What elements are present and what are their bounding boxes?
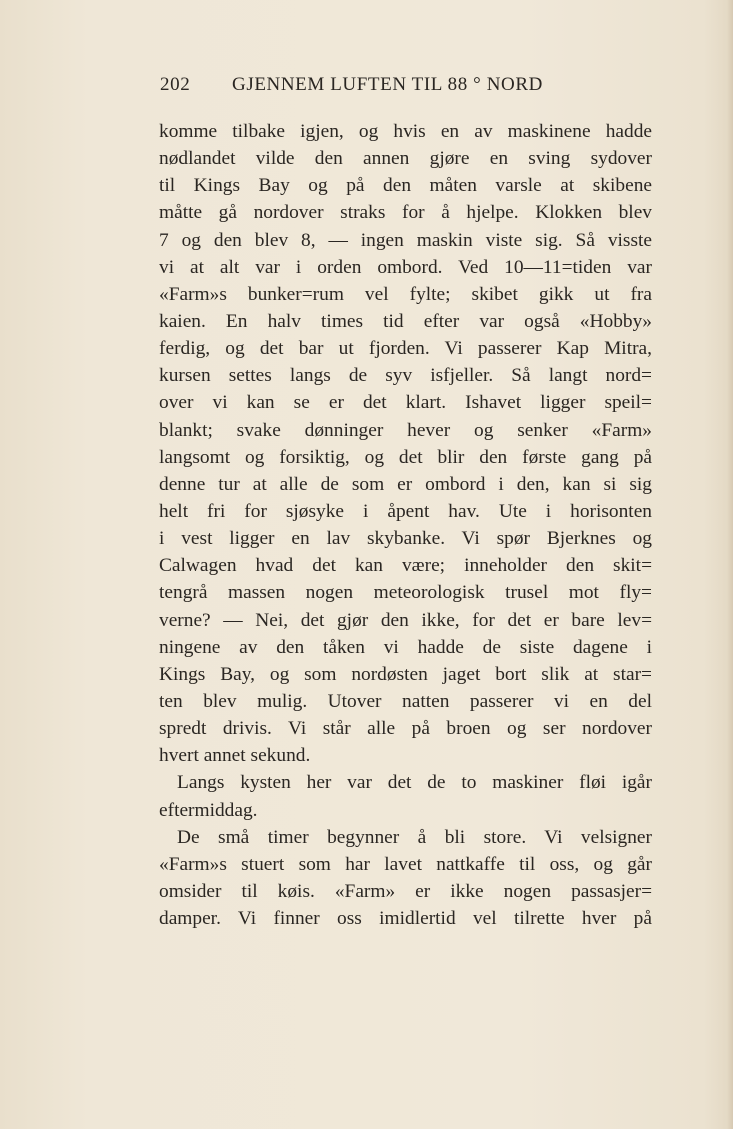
text-line: helt fri for sjøsyke i åpent hav. Ute i horisonten: [159, 500, 652, 522]
text-line: langsomt og forsiktig, og det blir den første gang på: [159, 446, 652, 468]
text-line: over vi kan se er det klart. Ishavet ligger speil=: [159, 392, 652, 414]
text-line: Kings Bay, og som nordøsten jaget bort slik at star=: [159, 663, 652, 685]
page-number: 202: [160, 74, 191, 95]
text-line: spredt drivis. Vi står alle på broen og ser nordover: [159, 718, 652, 740]
text-line: kursen settes langs de syv isfjeller. Så langt nord=: [159, 365, 652, 387]
text-line: ningene av den tåken vi hadde de siste dagene i: [159, 636, 652, 658]
text-line: denne tur at alle de som er ombord i den, kan si sig: [159, 473, 652, 495]
body-text: [159, 118, 652, 932]
text-line: De små timer begynner å bli store. Vi velsigner: [177, 826, 652, 848]
text-line: verne? — Nei, det gjør den ikke, for det er bare lev=: [159, 609, 652, 631]
running-header: [160, 74, 660, 96]
text-line: nødlandet vilde den annen gjøre en sving sydover: [159, 148, 652, 170]
text-line: «Farm»s stuert som har lavet nattkaffe til oss, og går: [159, 853, 652, 875]
text-line: kaien. En halv times tid efter var også «Hobby»: [159, 310, 652, 332]
running-title: GJENNEM LUFTEN TIL 88 ° NORD: [232, 74, 543, 95]
text-line: tengrå massen nogen meteorologisk trusel mot fly=: [159, 582, 652, 604]
text-line: «Farm»s bunker=rum vel fylte; skibet gikk ut fra: [159, 283, 652, 305]
text-line: 7 og den blev 8, — ingen maskin viste sig. Så visste: [159, 229, 652, 251]
text-line: komme tilbake igjen, og hvis en av maskinene hadde: [159, 121, 652, 142]
text-line: blankt; svake dønninger hever og senker «Farm»: [159, 419, 652, 441]
text-line: omsider til køis. «Farm» er ikke nogen passasjer=: [159, 880, 652, 902]
text-line: måtte gå nordover straks for å hjelpe. Klokken blev: [159, 202, 652, 224]
text-line: eftermiddag.: [159, 799, 258, 821]
text-line: Langs kysten her var det de to maskiner fløi igår: [177, 772, 652, 794]
text-line: ten blev mulig. Utover natten passerer vi en del: [159, 690, 652, 712]
text-line: til Kings Bay og på den måten varsle at skibene: [159, 175, 652, 197]
text-line: i vest ligger en lav skybanke. Vi spør Bjerknes og: [159, 528, 652, 550]
text-line: vi at alt var i orden ombord. Ved 10—11=tiden var: [159, 256, 652, 278]
text-line: ferdig, og det bar ut fjorden. Vi passerer Kap Mitra,: [159, 338, 652, 360]
text-line: Calwagen hvad det kan være; inneholder den skit=: [159, 555, 652, 577]
text-line: damper. Vi finner oss imidlertid vel tilrette hver på: [159, 908, 652, 930]
page-edge: [727, 0, 733, 1129]
text-line: hvert annet sekund.: [159, 745, 311, 767]
